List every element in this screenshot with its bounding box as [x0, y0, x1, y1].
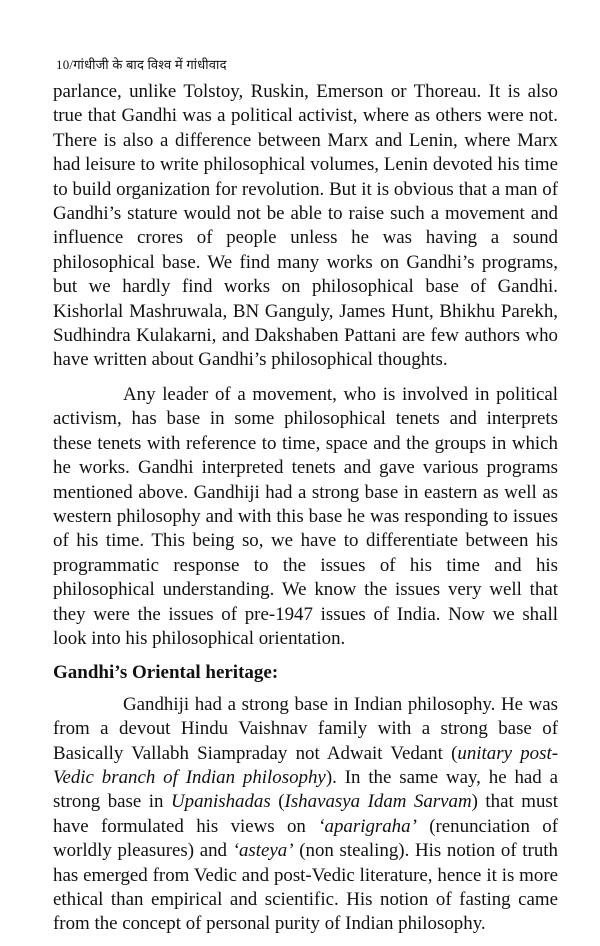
p3-text-1: Gandhiji had a strong base in Indian philosophy. He was from a devout Hindu Vaishnav family with a strong base of Basically Vallabh Siampraday not Adwait Vedant (: [53, 693, 558, 764]
p3-text-6: (non stealing). His notion of truth has emerged from Vedic and post-Vedic literature, hence it is more ethical than empirical and scientific. His notion of fasting came from the concept of personal purity of Indian philosophy.: [53, 840, 558, 935]
p3-text-5: (renunciation of worldly pleasures) and: [53, 815, 558, 862]
running-header: 10/गांधीजी के बाद विश्व में गांधीवाद: [56, 57, 227, 72]
p3-italic-5: ‘asteya’: [232, 840, 294, 862]
section-heading: Gandhi’s Oriental heritage:: [53, 662, 279, 684]
paragraph-3: [53, 693, 558, 937]
p3-italic-4: ‘aparigraha’: [318, 815, 417, 837]
paragraph-2: Any leader of a movement, who is involved in political activism, has base in some philosophical tenets and interprets these tenets with reference to time, space and the groups in which he works. Gandhi interpreted tenets and gave various programs mentioned above. Gandhiji had a strong base in eastern as well as western philosophy and with this base he was responding to issues of his time. This being so, we have to differentiate between his programmatic response to the issues of his time and his philosophical understanding. We know the issues very well that they were the issues of pre-1947 issues of India. Now we shall look into his philosophical orientation.: [53, 383, 558, 649]
p3-text-2: ). In the same way, he had a strong base in: [53, 766, 559, 813]
paragraph-1: parlance, unlike Tolstoy, Ruskin, Emerson or Thoreau. It is also true that Gandhi was a political activist, where as others were not. There is also a difference between Marx and Lenin, where Marx had leisure to write philosophical volumes, Lenin devoted his time to build organization for revolution. But it is obvious that a man of Gandhi’s stature would not be able to raise such a movement and influence crores of people unless he was having a sound philosophical base. We find many works on Gandhi’s programs, but we hardly find works on philosophical base of Gandhi. Kishorlal Mashruwala, BN Ganguly, James Hunt, Bhikhu Parekh, Sudhindra Kulakarni, and Dakshaben Pattani are few authors who have written about Gandhi’s philosophical thoughts.: [53, 81, 558, 371]
body-text: [53, 80, 558, 937]
p3-italic-2: Upanishadas: [171, 791, 271, 813]
p3-italic-3: Ishavasya Idam Sarvam: [284, 791, 472, 813]
p3-italic-1: unitary post-Vedic branch of Indian philosophy: [53, 742, 558, 788]
p3-text-3: (: [270, 791, 285, 813]
p3-text-4: ) that must have formulated his views on: [53, 791, 558, 837]
